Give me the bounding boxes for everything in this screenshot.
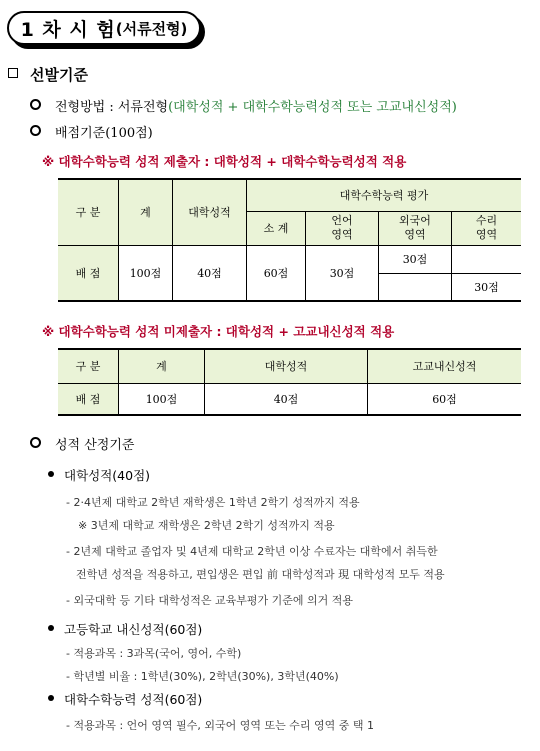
cell-univ: 40점 — [205, 383, 368, 415]
header-total: 계 — [119, 179, 173, 245]
header-hs: 고교내신성적 — [368, 349, 522, 383]
header-language: 언어 영역 — [306, 211, 379, 245]
row-label: 배 점 — [58, 245, 119, 301]
allocation-criteria: 배점기준(100점) — [30, 122, 153, 141]
dot-bullet-icon — [48, 625, 54, 631]
section-heading-scoring: 성적 산정기준 — [30, 434, 134, 453]
score-table-csat — [58, 178, 521, 302]
header-univ: 대학성적 — [173, 179, 247, 245]
selection-method: 전형방법 : 서류전형(대학성적 + 대학수학능력성적 또는 고교내신성적) — [30, 96, 457, 115]
cell-univ: 40점 — [173, 245, 247, 301]
header-csat-group: 대학수학능력 평가 — [247, 179, 522, 211]
univ-score-title: 대학성적(40점) — [48, 466, 150, 484]
circle-bullet-icon — [30, 125, 41, 136]
dot-bullet-icon — [48, 695, 54, 701]
hs-score-title: 고등학교 내신성적(60점) — [48, 620, 202, 638]
circle-bullet-icon — [30, 437, 41, 448]
cell-language: 30점 — [306, 245, 379, 301]
row-label: 배 점 — [58, 383, 119, 415]
selection-method-detail: (대학성적 + 대학수학능력성적 또는 고교내신성적) — [168, 100, 457, 115]
univ-item: ※ 3년제 대학교 재학생은 2학년 2학기 성적까지 적용 — [78, 519, 335, 532]
univ-item: - 외국대학 등 기타 대학성적은 교육부평가 기준에 의거 적용 — [66, 594, 353, 607]
page-title-box — [7, 11, 201, 45]
hs-item: - 적용과목 : 3과목(국어, 영어, 수학) — [66, 647, 242, 660]
univ-item: 전학년 성적을 적용하고, 편입생은 편입 前 대학성적과 現 대학성적 모두 적용 — [76, 568, 445, 581]
table1-note: ※ 대학수학능력 성적 제출자 : 대학성적 + 대학수학능력성적 적용 — [42, 154, 407, 169]
univ-item: - 2·4년제 대학교 2학년 재학생은 1학년 2학기 성적까지 적용 — [66, 496, 360, 509]
square-bullet-icon — [8, 68, 18, 78]
cell-math-empty — [452, 245, 522, 273]
section-heading-criteria: 선발기준 — [8, 64, 88, 85]
dot-bullet-icon — [48, 471, 54, 477]
csat-item: - 적용과목 : 언어 영역 필수, 외국어 영역 또는 수리 영역 중 택 1 — [66, 719, 375, 732]
cell-total: 100점 — [119, 245, 173, 301]
score-table-hs — [58, 348, 521, 416]
header-category: 구 분 — [58, 349, 119, 383]
header-category: 구 분 — [58, 179, 119, 245]
univ-item: - 2년제 대학교 졸업자 및 4년제 대학교 2학년 이상 수료자는 대학에서 취득한 — [66, 545, 438, 558]
csat-score-title: 대학수학능력 성적(60점) — [48, 690, 202, 708]
cell-math-option: 30점 — [452, 273, 522, 301]
header-math: 수리 영역 — [452, 211, 522, 245]
header-subtotal: 소 계 — [247, 211, 306, 245]
header-foreign: 외국어 영역 — [379, 211, 452, 245]
table2-note: ※ 대학수학능력 성적 미제출자 : 대학성적 + 고교내신성적 적용 — [42, 324, 395, 339]
header-total: 계 — [119, 349, 205, 383]
page-title: 1 차 시 험 — [20, 18, 116, 41]
page-subtitle: (서류전형) — [115, 19, 188, 38]
cell-foreign-option: 30점 — [379, 245, 452, 273]
cell-total: 100점 — [119, 383, 205, 415]
cell-hs: 60점 — [368, 383, 522, 415]
circle-bullet-icon — [30, 99, 41, 110]
header-univ: 대학성적 — [205, 349, 368, 383]
cell-subtotal: 60점 — [247, 245, 306, 301]
cell-foreign-empty — [379, 273, 452, 301]
hs-item: - 학년별 비율 : 1학년(30%), 2학년(30%), 3학년(40%) — [66, 670, 339, 683]
